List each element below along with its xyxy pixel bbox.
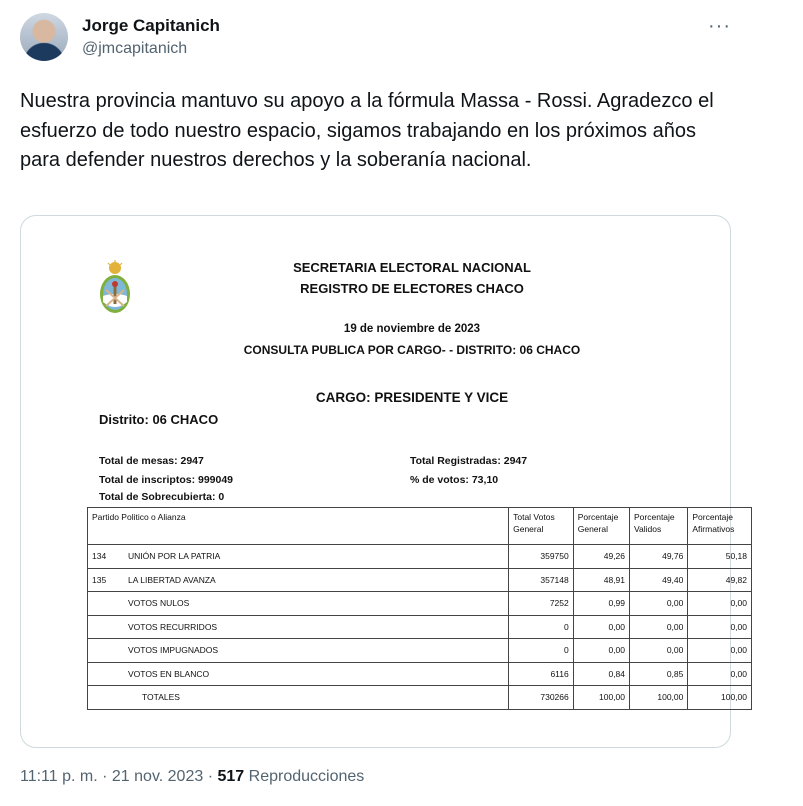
table-header-row xyxy=(88,508,752,545)
party-name: VOTOS NULOS xyxy=(128,598,190,609)
total-mesas: Total de mesas: 2947 xyxy=(99,455,204,467)
pct-afirmativos: 0,00 xyxy=(688,662,752,686)
pct-validos: 0,00 xyxy=(630,592,688,616)
tweet-date[interactable]: 21 nov. 2023 xyxy=(111,768,204,785)
table-row-totals xyxy=(88,686,752,710)
total-votos: 0 xyxy=(509,639,574,663)
separator: · xyxy=(102,768,108,785)
pct-validos: 49,40 xyxy=(630,568,688,592)
party-code: 134 xyxy=(92,551,107,562)
total-registradas: Total Registradas: 2947 xyxy=(410,455,528,467)
views-label: Reproducciones xyxy=(248,768,365,785)
doc-consulta: CONSULTA PUBLICA POR CARGO- - DISTRITO: 06 CHACO xyxy=(243,343,581,357)
header-pa-b: Afirmativos xyxy=(692,524,735,534)
pct-afirmativos: 0,00 xyxy=(688,639,752,663)
table-row xyxy=(88,592,752,616)
total-sobrecubierta: Total de Sobrecubierta: 0 xyxy=(99,491,225,503)
party-cell xyxy=(88,686,509,710)
party-name: TOTALES xyxy=(142,692,180,703)
party-cell xyxy=(88,662,509,686)
total-votos: 359750 xyxy=(509,545,574,569)
header-pa-a: Porcentaje xyxy=(692,512,734,522)
pct-validos: 100,00 xyxy=(630,686,688,710)
doc-title: SECRETARIA ELECTORAL NACIONAL xyxy=(293,260,531,275)
tweet-time[interactable]: 11:11 p. m. xyxy=(20,768,98,785)
pct-validos: 0,00 xyxy=(630,639,688,663)
pct-general: 0,99 xyxy=(573,592,629,616)
avatar[interactable] xyxy=(20,13,68,61)
pct-afirmativos: 0,00 xyxy=(688,615,752,639)
document-image xyxy=(21,216,747,749)
header-pg-b: General xyxy=(577,524,608,534)
party-cell xyxy=(88,639,509,663)
pct-general: 0,00 xyxy=(573,615,629,639)
party-cell xyxy=(88,545,509,569)
table-row xyxy=(88,568,752,592)
header-pct-validos xyxy=(630,508,688,545)
more-dots-icon[interactable]: ··· xyxy=(708,15,731,37)
doc-distrito: Distrito: 06 CHACO xyxy=(99,412,219,427)
header-pg-a: Porcentaje xyxy=(577,512,619,522)
results-table xyxy=(87,507,752,710)
tweet-header xyxy=(20,13,735,65)
total-votos: 6116 xyxy=(509,662,574,686)
party-name: LA LIBERTAD AVANZA xyxy=(128,574,216,585)
header-total-a: Total Votos xyxy=(513,512,555,522)
total-votos: 357148 xyxy=(509,568,574,592)
pct-validos: 0,85 xyxy=(630,662,688,686)
doc-cargo: CARGO: PRESIDENTE Y VICE xyxy=(315,390,509,405)
party-name: VOTOS EN BLANCO xyxy=(128,668,210,679)
party-name: VOTOS RECURRIDOS xyxy=(128,621,218,632)
pct-validos: 0,00 xyxy=(630,615,688,639)
header-partido: Partido Politico o Alianza xyxy=(88,508,509,545)
header-pct-general xyxy=(573,508,629,545)
party-cell xyxy=(88,568,509,592)
pct-general: 0,00 xyxy=(573,639,629,663)
header-pv-a: Porcentaje xyxy=(634,512,675,522)
pct-afirmativos: 50,18 xyxy=(688,545,752,569)
header-pct-afirmativos xyxy=(688,508,752,545)
author-handle[interactable]: @jmcapitanich xyxy=(82,40,188,57)
tweet-media-image[interactable] xyxy=(20,215,747,748)
party-name: VOTOS IMPUGNADOS xyxy=(128,645,219,656)
pct-validos: 49,76 xyxy=(630,545,688,569)
pct-general: 48,91 xyxy=(573,568,629,592)
pct-general: 0,84 xyxy=(573,662,629,686)
doc-date: 19 de noviembre de 2023 xyxy=(343,323,481,335)
header-total-votos xyxy=(509,508,574,545)
party-code: 135 xyxy=(92,574,107,585)
views-count: 517 xyxy=(217,768,245,785)
party-cell xyxy=(88,592,509,616)
pct-general: 49,26 xyxy=(573,545,629,569)
table-row xyxy=(88,615,752,639)
pct-afirmativos: 49,82 xyxy=(688,568,752,592)
pct-afirmativos: 0,00 xyxy=(688,592,752,616)
total-votos: 7252 xyxy=(509,592,574,616)
total-inscriptos: Total de inscriptos: 999049 xyxy=(99,474,234,486)
tweet-text: Nuestra provincia mantuvo su apoyo a la fórmula Massa - Rossi. Agradezco el esfuerzo de todo nuestro espacio, sigamos trabajando en los próximos años para defender nuestros derechos y la soberanía nacional. xyxy=(20,90,714,171)
pct-votos: % de votos: 73,10 xyxy=(410,474,499,486)
tweet-metadata xyxy=(20,768,364,786)
party-name: UNIÓN POR LA PATRIA xyxy=(128,551,221,562)
total-votos: 730266 xyxy=(509,686,574,710)
table-row xyxy=(88,662,752,686)
pct-afirmativos: 100,00 xyxy=(688,686,752,710)
pct-general: 100,00 xyxy=(573,686,629,710)
header-pv-b: Validos xyxy=(634,524,662,534)
doc-subtitle: REGISTRO DE ELECTORES CHACO xyxy=(300,281,524,296)
header-total-b: General xyxy=(513,524,544,534)
separator: · xyxy=(207,768,214,785)
table-row xyxy=(88,545,752,569)
table-row xyxy=(88,639,752,663)
party-cell xyxy=(88,615,509,639)
author-name[interactable]: Jorge Capitanich xyxy=(82,16,220,35)
total-votos: 0 xyxy=(509,615,574,639)
